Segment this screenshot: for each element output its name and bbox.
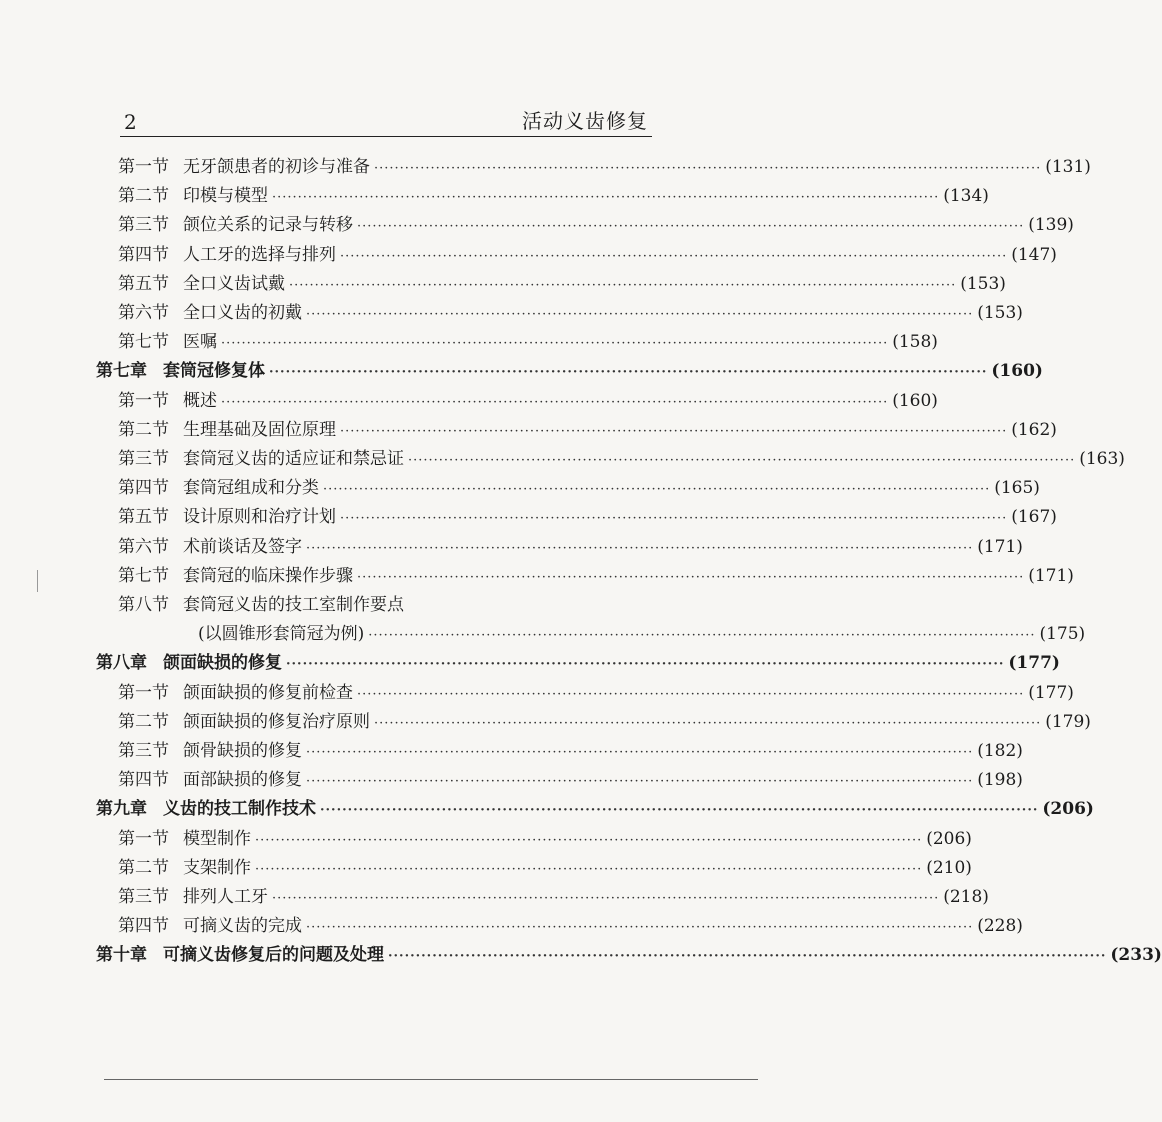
- toc-entry-page: (165): [994, 478, 1040, 499]
- toc-entry-page: (218): [943, 887, 989, 907]
- toc-section-entry: [118, 299, 1023, 328]
- toc-entry-page: (233): [1110, 945, 1162, 966]
- toc-chapter-entry: [96, 941, 1162, 970]
- running-title: 活动义齿修复: [522, 109, 648, 133]
- toc-entry-label: 第八节: [118, 595, 169, 615]
- toc-section-entry: [118, 503, 1057, 532]
- toc-entry-title: 颌位关系的记录与转移: [183, 215, 353, 236]
- toc-entry-title: 概述: [183, 390, 217, 411]
- dot-leader: [408, 446, 1075, 475]
- dot-leader: [323, 475, 990, 504]
- toc-entry-label: 第九章: [96, 799, 147, 820]
- toc-section-entry: [118, 474, 1040, 503]
- toc-entry-title: 面部缺损的修复: [183, 770, 302, 791]
- toc-entry-label: 第二节: [118, 711, 169, 732]
- toc-section-entry: [118, 562, 1074, 591]
- toc-entry-title: 可摘义齿的完成: [183, 916, 302, 937]
- toc-entry-page: (153): [960, 273, 1006, 294]
- toc-entry-title: 套筒冠义齿的适应证和禁忌证: [183, 449, 404, 469]
- toc-section-entry: [118, 883, 989, 912]
- toc-entry-label: 第一节: [118, 157, 169, 177]
- toc-entry-page: (210): [926, 857, 972, 878]
- toc-entry-label: 第四节: [118, 478, 169, 499]
- toc-entry-label: 第十章: [96, 945, 147, 966]
- dot-leader: [368, 621, 1035, 650]
- bottom-rule: [104, 1079, 758, 1080]
- toc-entry-label: 第三节: [118, 887, 169, 907]
- toc-chapter-entry: [96, 795, 1094, 824]
- toc-entry-label: 第六节: [118, 303, 169, 323]
- toc-chapter-entry: [96, 649, 1060, 678]
- toc-entry-page: (160): [892, 390, 938, 411]
- toc-entry-label: 第一节: [118, 390, 169, 411]
- toc-entry-label: 第七章: [96, 361, 147, 382]
- toc-entry-page: (206): [1042, 799, 1094, 820]
- toc-entry-title: 全口义齿的初戴: [183, 303, 302, 323]
- toc-chapter-entry: [96, 357, 1043, 386]
- toc-entry-title: 套筒冠义齿的技工室制作要点: [183, 595, 404, 615]
- toc-entry-page: (167): [1011, 507, 1057, 528]
- dot-leader: [306, 300, 973, 329]
- toc-entry-label: 第一节: [118, 828, 169, 849]
- toc-entry-title: 支架制作: [183, 857, 251, 878]
- toc-entry-title: 排列人工牙: [183, 887, 268, 907]
- toc-section-entry: [118, 679, 1074, 708]
- toc-entry-page: (179): [1045, 711, 1091, 732]
- toc-section-entry: [118, 182, 989, 211]
- toc-entry-label: 第二节: [118, 186, 169, 207]
- toc-entry-title: 生理基础及固位原理: [183, 419, 336, 440]
- toc-entry-page: (171): [1028, 565, 1074, 586]
- toc-section-entry: [118, 153, 1091, 182]
- dot-leader: [272, 183, 939, 212]
- toc-entry-label: 第六节: [118, 536, 169, 557]
- toc-entry-page: (177): [1028, 682, 1074, 703]
- toc-entry-label: 第二节: [118, 419, 169, 440]
- toc-entry-title: 套筒冠组成和分类: [183, 478, 319, 499]
- toc-entry-page: (163): [1079, 449, 1125, 469]
- dot-leader: [340, 504, 1007, 533]
- dot-leader: [221, 329, 888, 358]
- toc-entry-label: 第四节: [118, 916, 169, 937]
- toc-entry-page: (139): [1028, 215, 1074, 236]
- toc-section-entry: [118, 416, 1057, 445]
- toc-entry-page: (160): [991, 361, 1043, 382]
- toc-entry-title: 全口义齿试戴: [183, 273, 285, 294]
- toc-entry-label: 第三节: [118, 449, 169, 469]
- toc-entry-title: 设计原则和治疗计划: [183, 507, 336, 528]
- toc-entry-label: 第七节: [118, 332, 169, 353]
- toc-entry-title: 颌骨缺损的修复: [183, 741, 302, 761]
- dot-leader: [306, 738, 973, 767]
- toc-entry-title: 可摘义齿修复后的问题及处理: [163, 945, 384, 966]
- toc-entry-label: 第三节: [118, 215, 169, 236]
- toc-entry-page: (171): [977, 536, 1023, 557]
- toc-entry-title: 医嘱: [183, 332, 217, 353]
- dot-leader: [374, 709, 1041, 738]
- toc-entry-title: (以圆锥形套筒冠为例): [198, 624, 365, 645]
- toc-entry-title: 术前谈话及签字: [183, 536, 302, 557]
- toc-entry-page: (177): [1008, 653, 1060, 674]
- toc-section-entry: [118, 533, 1023, 562]
- toc-section-entry: [118, 766, 1023, 795]
- toc-entry-title: 印模与模型: [183, 186, 268, 207]
- toc-section-entry: [118, 737, 1023, 766]
- dot-leader: [255, 855, 922, 884]
- toc-entry-title: 套筒冠修复体: [163, 361, 265, 382]
- toc-section-entry: [118, 591, 660, 620]
- toc-entry-title: 无牙颌患者的初诊与准备: [183, 157, 370, 177]
- toc-entry-label: 第三节: [118, 741, 169, 761]
- toc-entry-label: 第七节: [118, 565, 169, 586]
- header-rule: [120, 136, 652, 137]
- dot-leader: [357, 563, 1024, 592]
- toc-section-entry: [118, 211, 1074, 240]
- toc-section-entry: [118, 387, 938, 416]
- toc-entry-label: 第五节: [118, 273, 169, 294]
- toc-entry-label: 第一节: [118, 682, 169, 703]
- dot-leader: [306, 913, 973, 942]
- dot-leader: [306, 534, 973, 563]
- toc-entry-title: 颌面缺损的修复前检查: [183, 682, 353, 703]
- toc-entry-title: 义齿的技工制作技术: [163, 799, 316, 820]
- toc-entry-page: (206): [926, 828, 972, 849]
- toc-entry-label: 第八章: [96, 653, 147, 674]
- toc-section-entry: [118, 445, 1125, 474]
- dot-leader: [374, 154, 1041, 183]
- toc-entry-page: (182): [977, 741, 1023, 761]
- dot-leader: [221, 388, 888, 417]
- page-number: 2: [124, 110, 137, 134]
- page-header: [124, 104, 648, 134]
- dot-leader: [388, 942, 1106, 971]
- dot-leader: [255, 826, 922, 855]
- toc-entry-title: 颌面缺损的修复治疗原则: [183, 711, 370, 732]
- dot-leader: [340, 417, 1007, 446]
- toc-entry-title: 人工牙的选择与排列: [183, 244, 336, 265]
- dot-leader: [306, 767, 973, 796]
- toc-entry-page: (131): [1045, 157, 1091, 177]
- toc-entry-page: (198): [977, 770, 1023, 791]
- dot-leader: [286, 650, 1004, 679]
- dot-leader: [340, 242, 1007, 271]
- dot-leader: [357, 680, 1024, 709]
- toc-section-entry: [118, 912, 1023, 941]
- toc-entry-label: 第四节: [118, 770, 169, 791]
- toc-section-entry: [198, 620, 1086, 649]
- toc-entry-page: (175): [1039, 624, 1086, 645]
- toc-entry-page: (228): [977, 916, 1023, 937]
- toc-entry-label: 第四节: [118, 244, 169, 265]
- toc-entry-title: 套筒冠的临床操作步骤: [183, 565, 353, 586]
- toc-entry-label: 第五节: [118, 507, 169, 528]
- toc-section-entry: [118, 270, 1006, 299]
- toc-entry-page: (162): [1011, 419, 1057, 440]
- toc-entry-page: (153): [977, 303, 1023, 323]
- dot-leader: [357, 212, 1024, 241]
- toc-entry-page: (134): [943, 186, 989, 207]
- toc-section-entry: [118, 241, 1057, 270]
- toc-section-entry: [118, 328, 938, 357]
- toc-entry-title: 颌面缺损的修复: [163, 653, 282, 674]
- scan-mark: [37, 570, 38, 592]
- dot-leader: [289, 271, 956, 300]
- dot-leader: [320, 796, 1038, 825]
- toc-entry-label: 第二节: [118, 857, 169, 878]
- dot-leader: [269, 358, 987, 387]
- toc-entry-title: 模型制作: [183, 828, 251, 849]
- toc-section-entry: [118, 825, 972, 854]
- toc-entry-page: (147): [1011, 244, 1057, 265]
- toc-section-entry: [118, 708, 1091, 737]
- toc-entry-page: (158): [892, 332, 938, 353]
- toc-section-entry: [118, 854, 972, 883]
- dot-leader: [272, 884, 939, 913]
